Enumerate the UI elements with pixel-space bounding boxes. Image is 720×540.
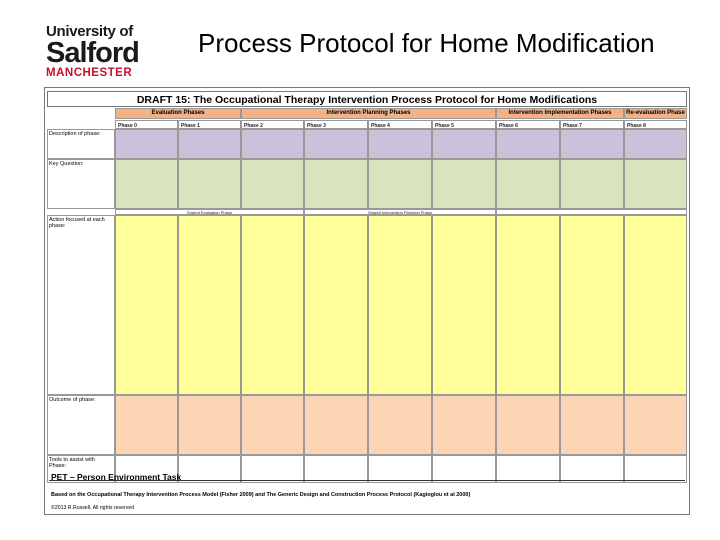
description-cell [560,129,624,159]
phase-group-planning: Intervention Planning Phases [241,108,496,119]
label-action: Action focused at each phase: [47,215,115,395]
outcome-cell [115,395,178,455]
description-cell [115,129,178,159]
based-on-text: Based on the Occupational Therapy Intervention Process Model (Fisher 2009) and The Generic Design and Construction Process Protocol (Kagioglou et al 2000) [51,492,471,498]
pet-title: PET – Person Environment Task [51,472,182,482]
outcome-cell [496,395,560,455]
outcome-cell [368,395,432,455]
phase-1: Phase 1 [178,120,241,129]
label-outcome: Outcome of phase: [47,395,115,455]
key-question-cell [368,159,432,209]
tools-cell [241,455,304,483]
description-cell [432,129,496,159]
outcome-cell [178,395,241,455]
phase-6: Phase 6 [496,120,560,129]
outcome-cell [624,395,687,455]
label-description: Description of phase: [47,129,115,159]
key-question-cell [241,159,304,209]
key-question-cell [496,159,560,209]
logo-line-3: MANCHESTER [46,67,133,79]
key-question-cell [178,159,241,209]
key-question-cell [432,159,496,209]
description-cell [624,129,687,159]
tools-cell [368,455,432,483]
key-question-cell [304,159,368,209]
divider [49,480,685,481]
phase-5: Phase 5 [432,120,496,129]
phase-group-evaluation: Evaluation Phases [115,108,241,119]
key-question-cell [624,159,687,209]
phase-7: Phase 7 [560,120,624,129]
university-logo [46,24,176,80]
action-cell [560,215,624,395]
outcome-cell [560,395,624,455]
label-tools: Tools to assist with Phase: [47,455,115,483]
action-cell [115,215,178,395]
logo-line-2: Salford [46,37,139,69]
phase-group-implementation: Intervention Implementation Phases [496,108,624,119]
slide-title: Process Protocol for Home Modification [198,28,655,58]
draft-title: DRAFT 15: The Occupational Therapy Intervention Process Protocol for Home Modifications [47,91,687,107]
tools-cell [178,455,241,483]
phase-2: Phase 2 [241,120,304,129]
tools-cell [624,455,687,483]
description-cell [496,129,560,159]
description-cell [304,129,368,159]
description-cell [178,129,241,159]
action-cell [368,215,432,395]
action-cell [178,215,241,395]
phase-group-reevaluation: Re-evaluation Phase [624,108,687,119]
copyright-text: ©2013 R.Russell. All rights reserved [51,505,135,511]
key-question-cell [115,159,178,209]
phase-8: Phase 8 [624,120,687,129]
tools-cell [560,455,624,483]
action-cell [241,215,304,395]
outcome-cell [432,395,496,455]
phase-3: Phase 3 [304,120,368,129]
tools-cell [496,455,560,483]
action-cell [304,215,368,395]
shared-planning-banner: Shared Intervention Planning Phase [304,209,496,215]
shared-evaluation-banner: Shared Evaluation Phase [115,209,304,215]
tools-cell [304,455,368,483]
tools-cell [432,455,496,483]
action-cell [432,215,496,395]
action-cell [496,215,560,395]
protocol-document [44,87,690,515]
phase-4: Phase 4 [368,120,432,129]
logo-line-1: University of [46,23,133,40]
outcome-cell [304,395,368,455]
phase-0: Phase 0 [115,120,178,129]
action-cell [624,215,687,395]
outcome-cell [241,395,304,455]
label-key-question: Key Question: [47,159,115,209]
key-question-cell [560,159,624,209]
description-cell [368,129,432,159]
description-cell [241,129,304,159]
